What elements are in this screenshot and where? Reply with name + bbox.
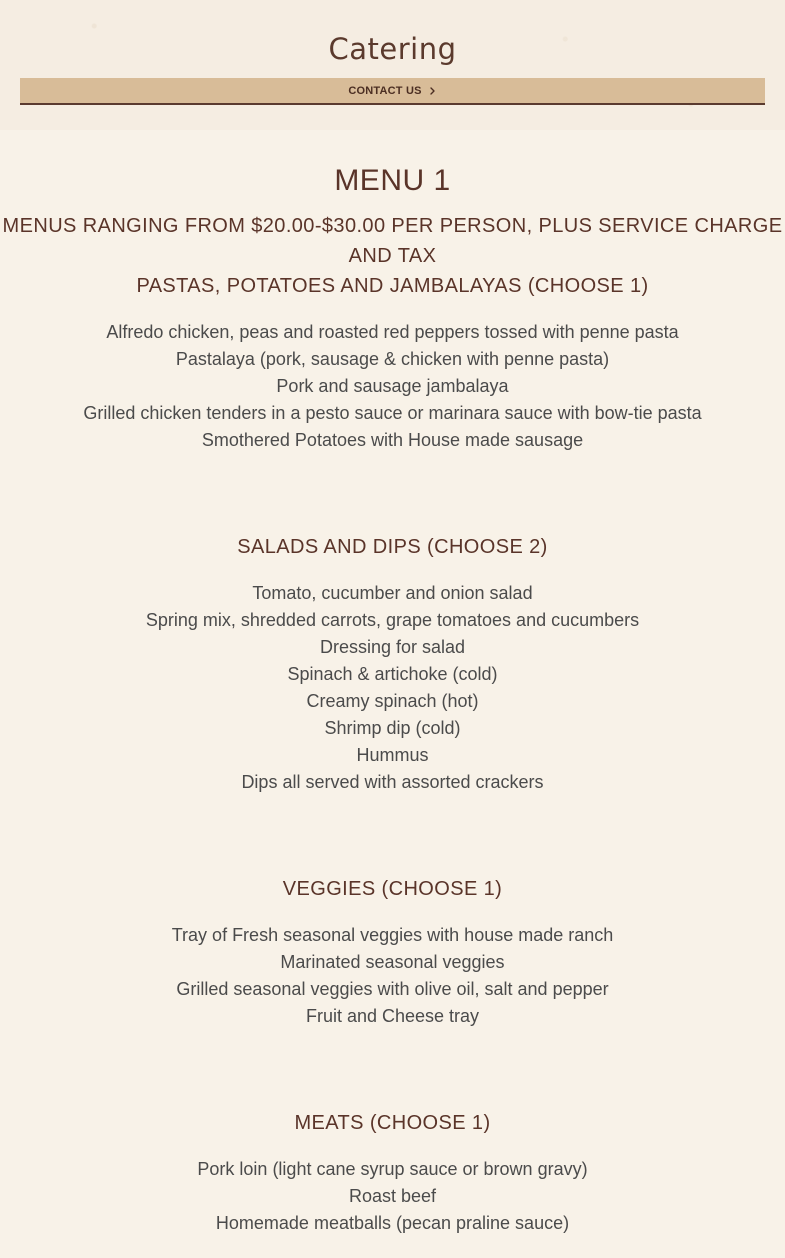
menu-item: Alfredo chicken, peas and roasted red peppers tossed with penne pasta <box>106 322 679 342</box>
section-title: MEATS (CHOOSE 1) <box>294 1112 491 1134</box>
price-range-text: MENUS RANGING FROM $20.00-$30.00 PER PERSON, PLUS SERVICE CHARGE AND TAX <box>2 215 783 267</box>
item-list <box>0 1156 785 1237</box>
menu-item: Pastalaya (pork, sausage & chicken with penne pasta) <box>175 349 610 369</box>
item-list <box>0 319 785 454</box>
menu-item: Homemade meatballs (pecan praline sauce) <box>215 1213 570 1233</box>
menu-item: Spinach & artichoke (cold) <box>287 664 498 684</box>
menu-item: Shrimp dip (cold) <box>324 718 461 738</box>
menu-item: Fruit and Cheese tray <box>305 1006 480 1026</box>
section-title: SALADS AND DIPS (CHOOSE 2) <box>237 536 548 558</box>
menu-item: Creamy spinach (hot) <box>306 691 479 711</box>
menu-item: Pork loin (light cane syrup sauce or brown gravy) <box>197 1159 588 1179</box>
menu-item: Pork and sausage jambalaya <box>276 376 509 396</box>
contact-us-link[interactable] <box>348 85 436 97</box>
menu-section-meats <box>0 1108 785 1237</box>
page-header <box>0 0 785 130</box>
menu-section-veggies <box>0 874 785 1030</box>
menu-item: Marinated seasonal veggies <box>280 952 505 972</box>
item-list <box>0 922 785 1030</box>
menu-content <box>0 163 785 1237</box>
menu-item: Spring mix, shredded carrots, grape tomatoes and cucumbers <box>145 610 640 630</box>
menu-item: Smothered Potatoes with House made sausage <box>201 430 584 450</box>
menu-item: Dressing for salad <box>319 637 466 657</box>
menu-item: Hummus <box>356 745 429 765</box>
section-title: PASTAS, POTATOES AND JAMBALAYAS (CHOOSE 1) <box>136 275 649 297</box>
contact-bar <box>20 78 765 105</box>
menu-item: Grilled chicken tenders in a pesto sauce or marinara sauce with bow-tie pasta <box>83 403 702 423</box>
menu-title: MENU 1 <box>334 164 451 197</box>
menu-item: Tomato, cucumber and onion salad <box>252 583 533 603</box>
contact-us-label: CONTACT US <box>348 84 422 97</box>
page-title: Catering <box>328 32 457 66</box>
menu-item: Tray of Fresh seasonal veggies with house made ranch <box>171 925 614 945</box>
menu-item: Grilled seasonal veggies with olive oil, salt and pepper <box>176 979 609 999</box>
menu-item: Dips all served with assorted crackers <box>241 772 544 792</box>
section-title: VEGGIES (CHOOSE 1) <box>282 878 503 900</box>
menu-item: Roast beef <box>348 1186 437 1206</box>
menu-section-salads <box>0 532 785 796</box>
chevron-right-icon <box>429 87 437 95</box>
menu-section-pastas <box>0 271 785 454</box>
item-list <box>0 580 785 796</box>
